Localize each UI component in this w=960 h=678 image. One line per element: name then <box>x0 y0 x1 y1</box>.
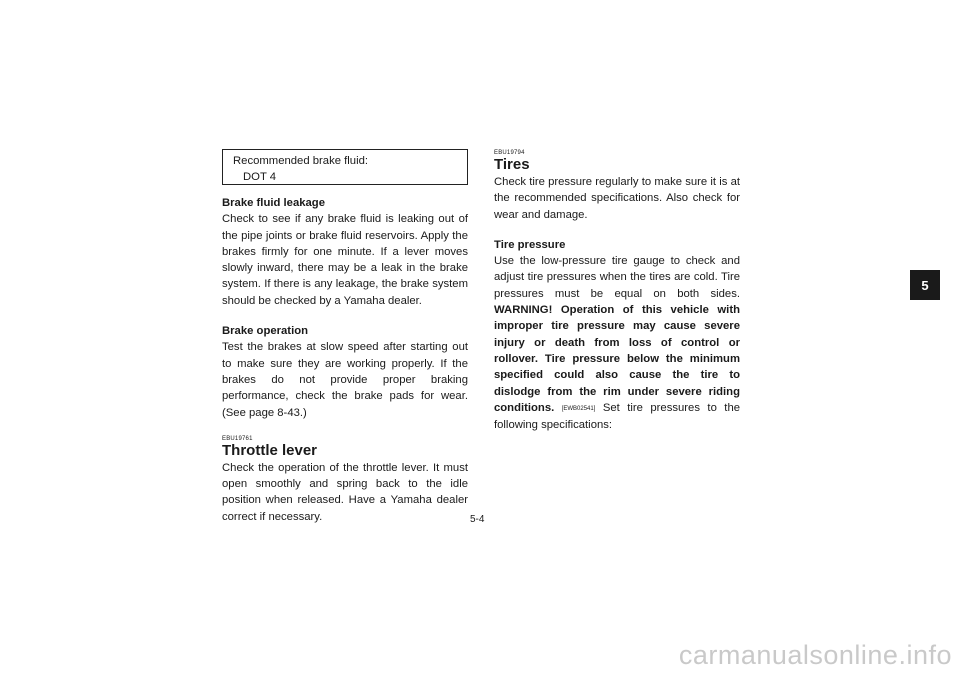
tire-pressure-after-warning: Set tire pressures to the following specifications: <box>494 401 741 432</box>
tire-pressure-warning: WARNING! Operation of this vehicle with improper tire pressure may cause severe injury or death from loss of control or rollover. Tire pressure below the minimum specified could also cause the tire to dislodge from the rim under severe riding conditions. <box>494 304 740 414</box>
spec-value: DOT 4 <box>243 171 277 184</box>
brake-fluid-leakage-heading: Brake fluid leakage <box>222 197 325 209</box>
throttle-section-code: EBU19761 <box>222 435 253 442</box>
brake-fluid-leakage-text: Check to see if any brake fluid is leaking out of the pipe joints or brake fluid reservoirs. Apply the brakes firmly for one minute. If a lever moves slowly inward, there may be a leak in the brake system. If there is any leakage, the brake system should be checked by a Yamaha dealer. <box>222 213 468 307</box>
tires-section-code: EBU19794 <box>494 150 525 156</box>
tire-pressure-intro: Use the low-pressure tire gauge to check and adjust tire pressures when the tires are cold. Tire pressures must be equal on both sides. <box>494 255 740 300</box>
right-column <box>494 149 740 433</box>
chapter-tab: 5 <box>910 270 940 300</box>
brake-operation-text: Test the brakes at slow speed after starting out to make sure they are working properly. If the brakes do not provide proper braking performance, check the brake pads for wear. (See page 8-43.) <box>222 341 468 419</box>
left-column <box>222 149 468 525</box>
tire-pressure-heading: Tire pressure <box>494 238 566 251</box>
throttle-lever-text: Check the operation of the throttle lever. It must open smoothly and spring back to the idle position when released. Have a Yamaha dealer correct if necessary. <box>222 461 468 523</box>
tire-pressure-text <box>494 253 740 433</box>
brake-operation-heading: Brake operation <box>222 325 309 338</box>
tires-text: Check tire pressure regularly to make sure it is at the recommended specifications. Also check for wear and damage. <box>494 176 740 221</box>
throttle-lever-title: Throttle lever <box>222 441 318 459</box>
spec-label: Recommended brake fluid: <box>233 155 369 167</box>
tires-title: Tires <box>494 156 530 173</box>
brake-fluid-spec-box <box>222 149 468 185</box>
watermark: carmanualsonline.info <box>678 640 952 670</box>
page-number: 5-4 <box>470 514 485 525</box>
warning-code: [EWB02541] <box>561 405 596 412</box>
